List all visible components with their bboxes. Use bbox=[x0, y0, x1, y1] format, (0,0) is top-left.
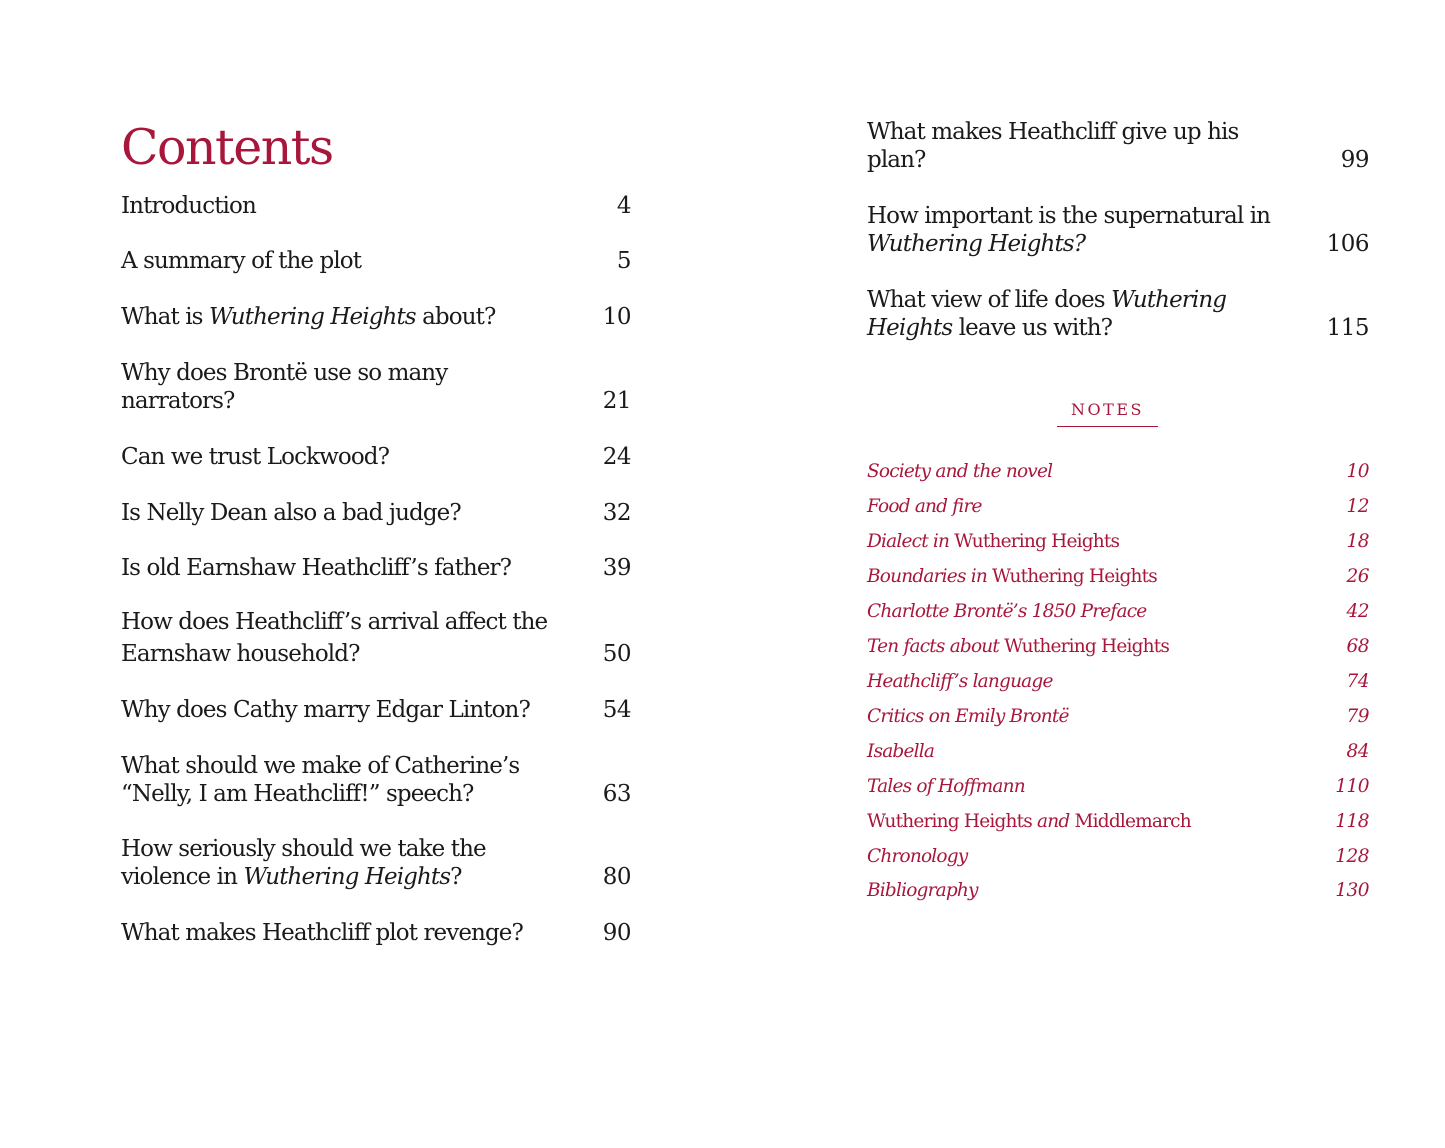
toc-entry-lockwood[interactable] bbox=[121, 443, 631, 471]
toc-entry-page: 39 bbox=[602, 555, 631, 581]
note-title: Chronology bbox=[867, 846, 968, 867]
toc-entry-title: What is Wuthering Heights about? bbox=[121, 304, 496, 330]
toc-entry-title: How does Heathcliff’s arrival affect the Earnshaw household? bbox=[121, 609, 548, 667]
toc-entry-cathy-marry[interactable] bbox=[121, 696, 631, 724]
toc-entry-page: 32 bbox=[602, 500, 631, 526]
toc-entry-title: A summary of the plot bbox=[121, 248, 362, 274]
toc-entry-arrival[interactable] bbox=[121, 606, 631, 670]
toc-entry-title: Introduction bbox=[121, 193, 256, 219]
note-page: 74 bbox=[1346, 671, 1369, 692]
toc-entry-title: What makes Heathcliff give up his plan? bbox=[867, 119, 1239, 173]
note-item[interactable] bbox=[867, 879, 1369, 903]
toc-entry-speech[interactable] bbox=[121, 752, 631, 808]
toc-entry-page: 54 bbox=[602, 697, 631, 723]
toc-entry-nelly-dean[interactable] bbox=[121, 499, 631, 527]
note-title: Ten facts about Wuthering Heights bbox=[867, 636, 1170, 657]
note-page: 128 bbox=[1335, 846, 1369, 867]
note-item[interactable] bbox=[867, 565, 1369, 589]
note-page: 42 bbox=[1346, 601, 1369, 622]
toc-entry-revenge[interactable] bbox=[121, 919, 631, 947]
toc-entry-supernatural[interactable] bbox=[867, 202, 1369, 258]
note-page: 10 bbox=[1346, 461, 1369, 482]
toc-entry-page: 90 bbox=[602, 920, 631, 946]
toc-entry-page: 24 bbox=[602, 444, 631, 470]
toc-entry-title: What makes Heathcliff plot revenge? bbox=[121, 920, 523, 946]
note-title: Critics on Emily Brontë bbox=[867, 706, 1069, 727]
note-title: Isabella bbox=[867, 741, 935, 762]
toc-entry-page: 99 bbox=[1340, 147, 1369, 173]
toc-entry-page: 50 bbox=[602, 641, 631, 667]
note-title: Bibliography bbox=[867, 880, 978, 901]
note-item[interactable] bbox=[867, 705, 1369, 729]
note-title: Society and the novel bbox=[867, 461, 1053, 482]
note-page: 118 bbox=[1335, 811, 1369, 832]
notes-heading: NOTES bbox=[1057, 400, 1158, 427]
toc-entry-give-up-plan[interactable] bbox=[867, 118, 1369, 174]
toc-entry-title: Why does Cathy marry Edgar Linton? bbox=[121, 697, 530, 723]
note-item[interactable] bbox=[867, 530, 1369, 554]
toc-entry-title: Why does Brontë use so many narrators? bbox=[121, 360, 448, 414]
toc-entry-earnshaw[interactable] bbox=[121, 554, 631, 582]
note-title: Boundaries in Wuthering Heights bbox=[867, 566, 1157, 587]
note-page: 68 bbox=[1346, 636, 1369, 657]
toc-entry-page: 106 bbox=[1326, 231, 1369, 257]
note-page: 26 bbox=[1346, 566, 1369, 587]
note-title: Tales of Hoffmann bbox=[867, 776, 1025, 797]
toc-entry-narrators[interactable] bbox=[121, 359, 631, 415]
toc-entry-page: 21 bbox=[602, 388, 631, 414]
note-title: Dialect in Wuthering Heights bbox=[867, 531, 1120, 552]
toc-entry-page: 10 bbox=[602, 304, 631, 330]
toc-entry-page: 5 bbox=[616, 248, 631, 274]
toc-entry-title: Is Nelly Dean also a bad judge? bbox=[121, 500, 461, 526]
page-title: Contents bbox=[121, 119, 333, 176]
toc-entry-title: How seriously should we take the violence in Wuthering Heights? bbox=[121, 836, 486, 890]
note-title: Heathcliff’s language bbox=[867, 671, 1053, 692]
toc-entry-summary[interactable] bbox=[121, 247, 631, 275]
note-page: 18 bbox=[1346, 531, 1369, 552]
note-item[interactable] bbox=[867, 460, 1369, 484]
note-title: Food and fire bbox=[867, 496, 982, 517]
toc-entry-page: 80 bbox=[602, 864, 631, 890]
note-page: 79 bbox=[1346, 706, 1369, 727]
toc-entry-title: What view of life does Wuthering Heights leave us with? bbox=[867, 287, 1227, 341]
note-page: 130 bbox=[1335, 880, 1369, 901]
note-item[interactable] bbox=[867, 600, 1369, 624]
toc-entry-page: 63 bbox=[602, 781, 631, 807]
note-item[interactable] bbox=[867, 670, 1369, 694]
note-item[interactable] bbox=[867, 775, 1369, 799]
toc-entry-violence[interactable] bbox=[121, 835, 631, 891]
note-page: 110 bbox=[1335, 776, 1369, 797]
note-item[interactable] bbox=[867, 810, 1369, 834]
note-item[interactable] bbox=[867, 495, 1369, 519]
note-title: Charlotte Brontë’s 1850 Preface bbox=[867, 601, 1147, 622]
toc-entry-page: 4 bbox=[616, 193, 631, 219]
note-item[interactable] bbox=[867, 635, 1369, 659]
note-page: 84 bbox=[1346, 741, 1369, 762]
note-title: Wuthering Heights and Middlemarch bbox=[867, 811, 1191, 832]
toc-entry-title: Is old Earnshaw Heathcliff’s father? bbox=[121, 555, 512, 581]
note-page: 12 bbox=[1346, 496, 1369, 517]
toc-entry-title: Can we trust Lockwood? bbox=[121, 444, 390, 470]
toc-entry-title: How important is the supernatural in Wuthering Heights? bbox=[867, 203, 1271, 257]
toc-entry-page: 115 bbox=[1326, 315, 1369, 341]
note-item[interactable] bbox=[867, 845, 1369, 869]
toc-entry-title: What should we make of Catherine’s “Nelly, I am Heathcliff!” speech? bbox=[121, 753, 520, 807]
toc-entry-introduction[interactable] bbox=[121, 192, 631, 220]
toc-entry-view-of-life[interactable] bbox=[867, 286, 1369, 342]
note-item[interactable] bbox=[867, 740, 1369, 764]
toc-entry-about[interactable] bbox=[121, 303, 631, 331]
